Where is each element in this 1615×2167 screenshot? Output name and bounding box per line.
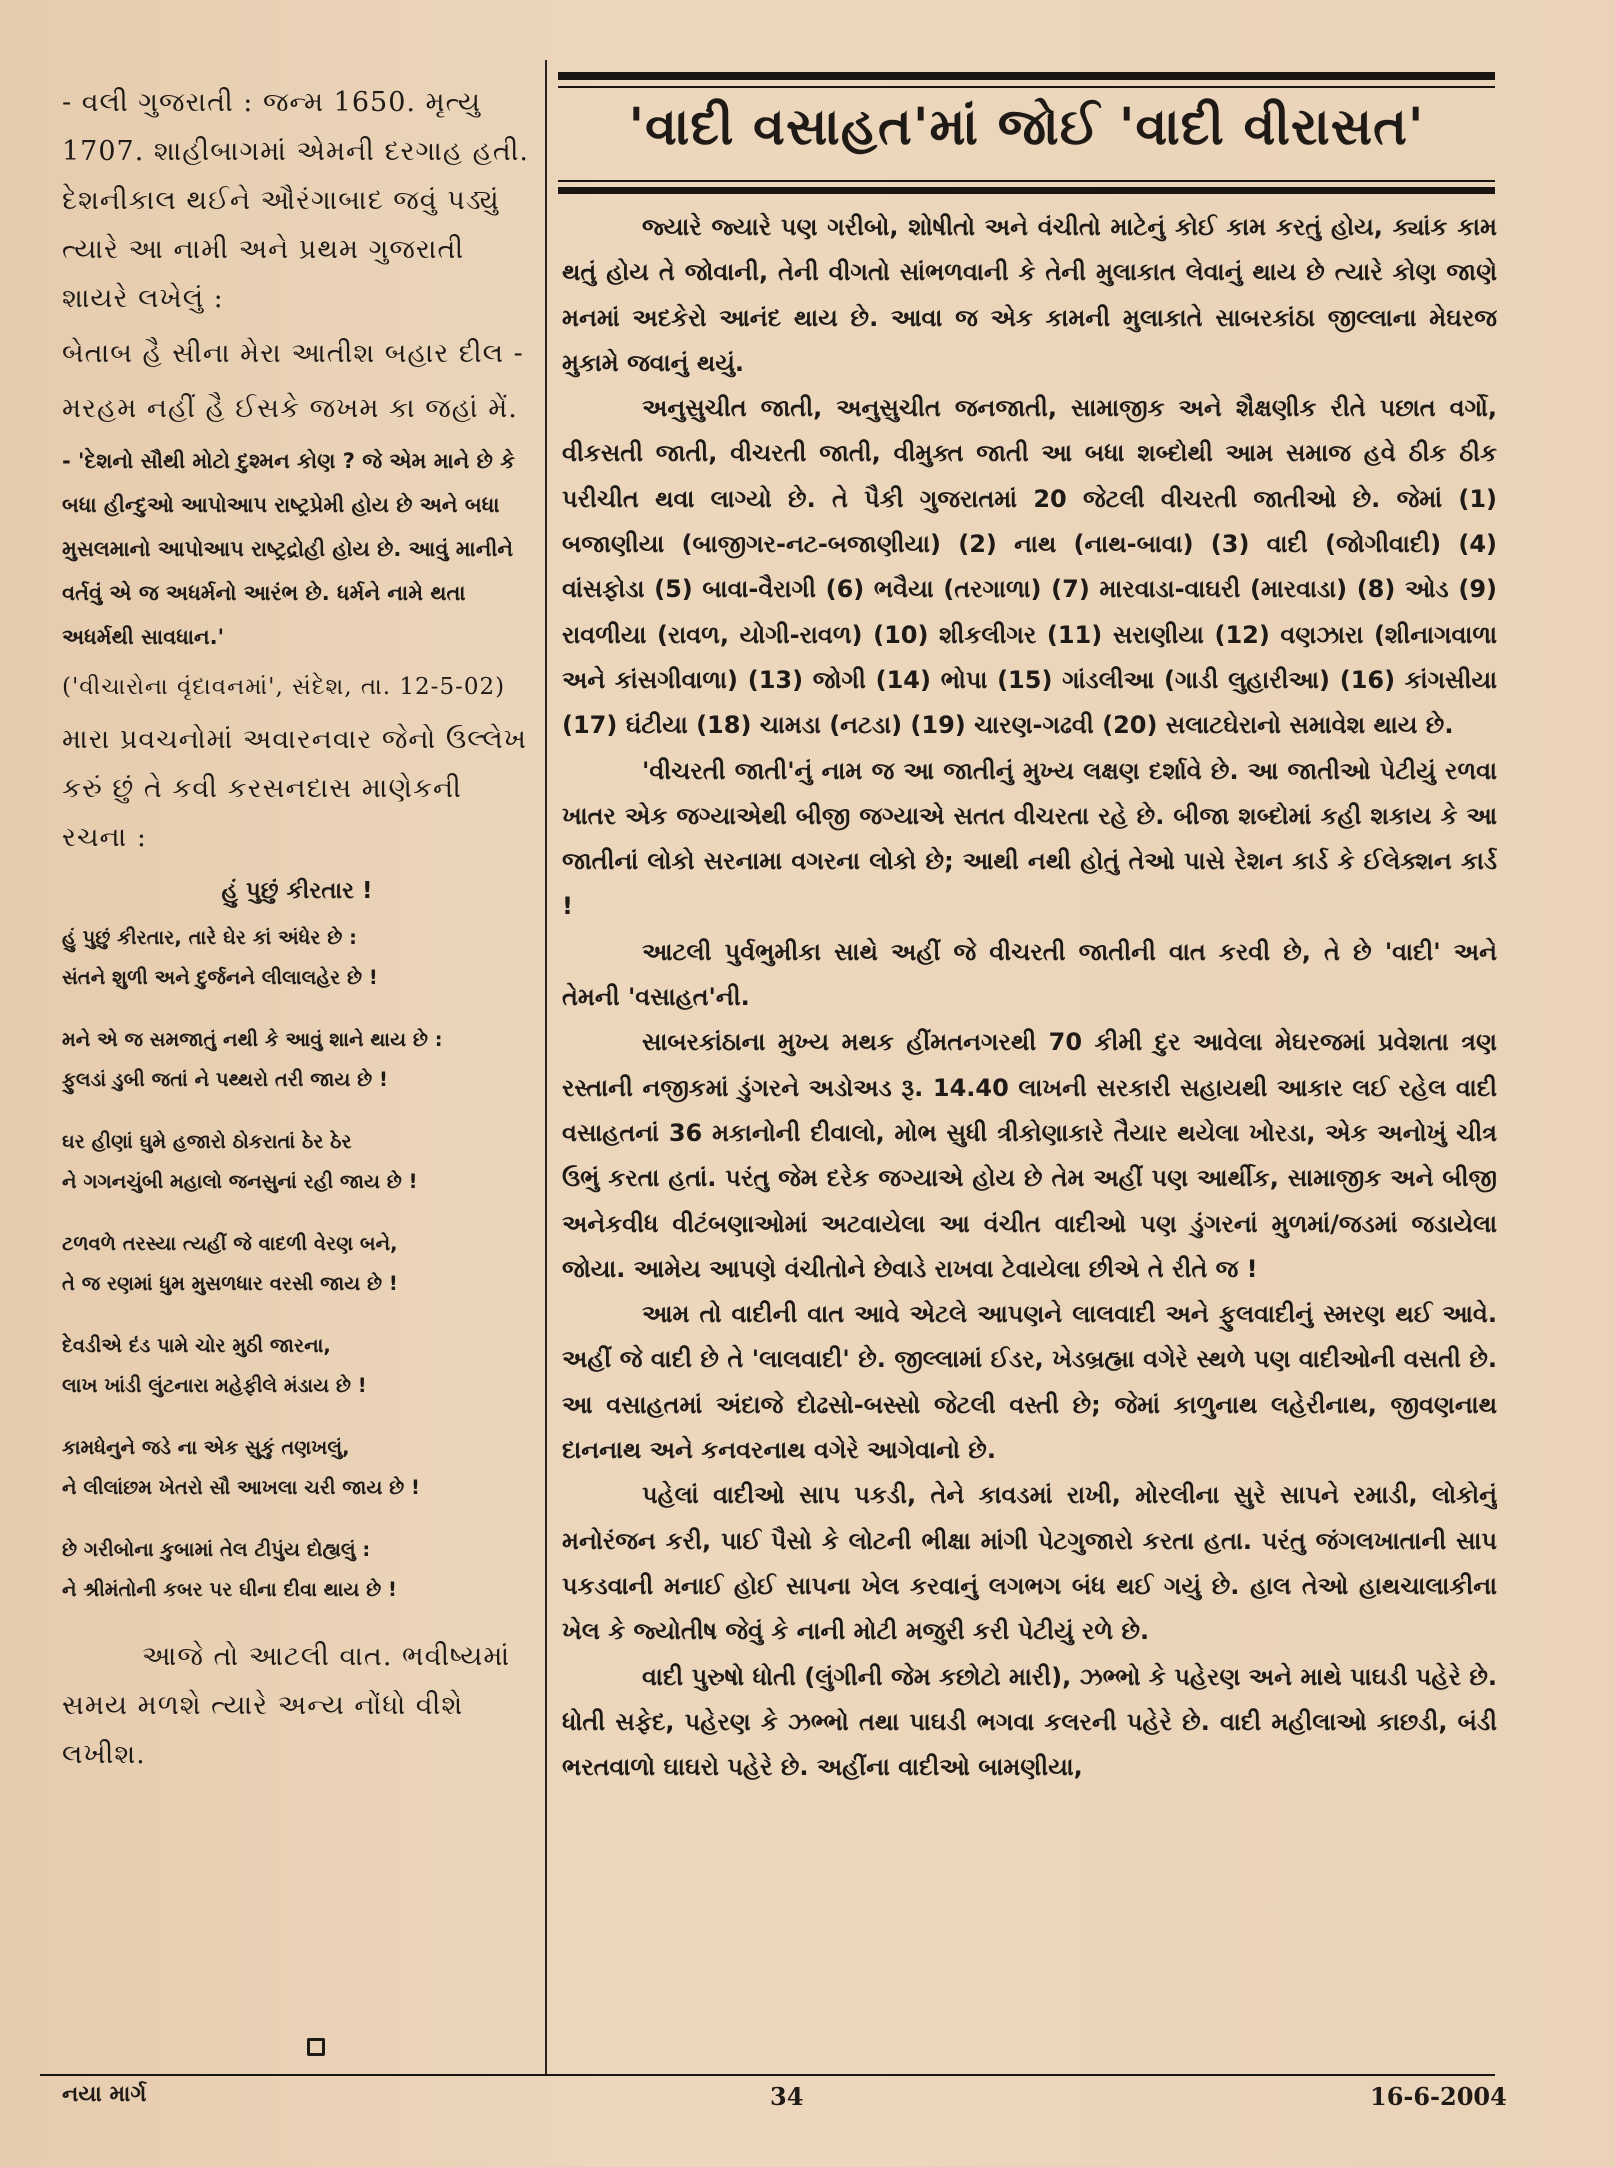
article-paragraph: આટલી પુર્વભુમીકા સાથે અહીં જે વીચરતી જાતીની વાત કરવી છે, તે છે 'વાદી' અને તેમની 'વસાહત'ની. (562, 937, 1497, 1012)
footer-rule (40, 2074, 1495, 2076)
article-paragraph: વાદી પુરુષો ધોતી (લુંગીની જેમ કછોટો મારી), ઝભ્ભો કે પહેરણ અને માથે પાઘડી પહેરે છે. ધોતી સફેદ, પહેરણ કે ઝભ્ભો તથા પાઘડી ભગવા કલરની પહેરે છે. વાદી મહીલાઓ કાછડી, બંડી ભરતવાળો ઘાઘરો પહેરે છે. અહીંના વાદીઓ બામણીયા, (562, 1662, 1497, 1782)
article-headline: 'વાદી વસાહત'માં જોઈ 'વાદી વીરાસત' (628, 98, 1425, 157)
article-body (562, 205, 1497, 2075)
stanza-line: લાખ ખાંડી લુંટનારા મહેફીલે મંડાય છે ! (62, 1374, 367, 1397)
poem-stanza (62, 1428, 532, 1508)
stanza-line: મને એ જ સમજાતું નથી કે આવું શાને થાય છે : (62, 1028, 443, 1051)
page-number: 34 (770, 2082, 804, 2111)
stanza-line: ટળવળે તરસ્યા ત્યહીં જે વાદળી વેરણ બને, (62, 1232, 398, 1255)
stanza-line: છે ગરીબોના કુબામાં તેલ ટીપુંય દોહ્યલું : (62, 1538, 371, 1561)
article-paragraph: જ્યારે જ્યારે પણ ગરીબો, શોષીતો અને વંચીતો માટેનું કોઈ કામ કરતું હોય, ક્યાંક કામ થતું હોય તે જોવાની, તેની વીગતો સાંભળવાની કે તેની મુલાકાત લેવાનું થાય છે ત્યારે કોણ જાણે મનમાં અદકેરો આનંદ થાય છે. આવા જ એક કામની મુલાકાતે સાબરકાંઠા જીલ્લાના મેઘરજ મુકામે જવાનું થયું. (562, 213, 1497, 377)
poem-stanza (62, 1122, 532, 1202)
stanza-line: તે જ રણમાં ધુમ મુસળધાર વરસી જાય છે ! (62, 1272, 398, 1295)
closing-paragraph: આજે તો આટલી વાત. ભવીષ્યમાં સમય મળશે ત્યારે અન્ય નોંધો વીશે લખીશ. (62, 1641, 511, 1770)
couplet-line-2: મરહમ નહીં હૈ ઈસકે જખમ કા જહાં મેં. (62, 393, 518, 424)
poem-stanza (62, 1326, 532, 1406)
issue-date: 16-6-2004 (1370, 2082, 1507, 2111)
headline-rule-bottom (558, 187, 1495, 194)
couplet-line-1: બેતાબ હૈ સીના મેરા આતીશ બહાર દીલ - (62, 338, 524, 369)
article-paragraph: પહેલાં વાદીઓ સાપ પકડી, તેને કાવડમાં રાખી, મોરલીના સુરે સાપને રમાડી, લોકોનું મનોરંજન કરી, પાઈ પૈસો કે લોટની ભીક્ષા માંગી પેટગુજારો કરતા હતા. પરંતુ જંગલખાતાની સાપ પકડવાની મનાઈ હોઈ સાપના ખેલ કરવાનું લગભગ બંધ થઈ ગયું છે. હાલ તેઓ હાથચાલાકીના ખેલ કે જ્યોતીષ જેવું કે નાની મોટી મજુરી કરી પેટીયું રળે છે. (562, 1481, 1497, 1646)
stanza-line: ને શ્રીમંતોની કબર પર ઘીના દીવા થાય છે ! (62, 1578, 397, 1601)
poem-intro: મારા પ્રવચનોમાં અવારનવાર જેનો ઉલ્લેખ કરું છું તે કવી કરસનદાસ માણેકની રચના : (62, 724, 527, 853)
stanza-line: હું પુછું કીરતાર, તારે ઘેર કાં અંધેર છે : (62, 926, 357, 949)
stanza-line: સંતને શુળી અને દુર્જનને લીલાલહેર છે ! (62, 966, 378, 989)
left-column (62, 78, 532, 2038)
poem-stanza (62, 1020, 532, 1100)
vali-gujarati-intro: - વલી ગુજરાતી : જન્મ 1650. મૃત્યુ 1707. શાહીબાગમાં એમની દરગાહ હતી. દેશનીકાલ થઈને ઔરંગાબાદ જવું પડ્યું ત્યારે આ નામી અને પ્રથમ ગુજરાતી શાયરે લખેલું : (62, 87, 530, 314)
poem-stanza (62, 1530, 532, 1610)
article-paragraph: અનુસુચીત જાતી, અનુસુચીત જનજાતી, સામાજીક અને શૈક્ષણીક રીતે પછાત વર્ગો, વીકસતી જાતી, વીચરતી જાતી, વીમુક્ત જાતી આ બધા શબ્દોથી આમ સમાજ હવે ઠીક ઠીક પરીચીત થવા લાગ્યો છે. તે પૈકી ગુજરાતમાં 20 જેટલી વીચરતી જાતીઓ છે. જેમાં (1) બજાણીયા (બાજીગર-નટ-બજાણીયા) (2) નાથ (નાથ-બાવા) (3) વાદી (જોગીવાદી) (4) વાંસફોડા (5) બાવા-વૈરાગી (6) ભવૈયા (તરગાળા) (7) મારવાડા-વાઘરી (મારવાડા) (8) ઓડ (9) રાવળીયા (રાવળ, યોગી-રાવળ) (10) શીકલીગર (11) સરાણીયા (12) વણઝારા (શીનાગવાળા અને કાંસગીવાળા) (13) જોગી (14) ભોપા (15) ગાંડલીઆ (ગાડી લુહારીઆ) (16) કાંગસીયા (17) ઘંટીયા (18) ચામડા (નટડા) (19) ચારણ-ગઢવી (20) સલાટઘેરાનો સમાવેશ થાય છે. (562, 394, 1497, 740)
stanza-line: ઘર હીણાં ઘુમે હજારો ઠોકરાતાં ઠેર ઠેર (62, 1130, 352, 1153)
article-paragraph: 'વીચરતી જાતી'નું નામ જ આ જાતીનું મુખ્ય લક્ષણ દર્શાવે છે. આ જાતીઓ પેટીયું રળવા ખાતર એક જગ્યાએથી બીજી જગ્યાએ સતત વીચરતા રહે છે. બીજા શબ્દોમાં કહી શકાય કે આ જાતીનાં લોકો સરનામા વગરના લોકો છે; આથી નથી હોતું તેઓ પાસે રેશન કાર્ડ કે ઈલેક્શન કાર્ડ ! (562, 756, 1497, 921)
end-of-section-icon (307, 2038, 325, 2056)
stanza-line: ફુલડાં ડુબી જતાં ને પથ્થરો તરી જાય છે ! (62, 1068, 388, 1091)
article-paragraph: સાબરકાંઠાના મુખ્ય મથક હીંમતનગરથી 70 કીમી દુર આવેલા મેઘરજમાં પ્રવેશતા ત્રણ રસ્તાની નજીકમાં ડુંગરને અડોઅડ રૂ. 14.40 લાખની સરકારી સહાયથી આકાર લઈ રહેલ વાદી વસાહતનાં 36 મકાનોની દીવાલો, મોભ સુધી ત્રીકોણાકારે તૈયાર થયેલા ખોરડા, એક અનોખું ચીત્ર ઉભું કરતા હતાં. પરંતુ જેમ દરેક જગ્યાએ હોય છે તેમ અહીં પણ આર્થીક, સામાજીક અને બીજી અનેકવીધ વીટંબણાઓમાં અટવાયેલા આ વંચીત વાદીઓ પણ ડુંગરનાં મુળમાં/જડમાં જડાયેલા જોયા. આમેય આપણે વંચીતોને છેવાડે રાખવા ટેવાયેલા છીએ તે રીતે જ ! (562, 1028, 1497, 1283)
stanza-line: કામધેનુને જડે ના એક સુકું તણખલું, (62, 1436, 350, 1459)
poem-title: હું પુછું કીરતાર ! (221, 878, 373, 904)
headline-rule-bottom-thin (558, 180, 1495, 182)
headline-rule-top-thin (558, 86, 1495, 88)
poem-stanza (62, 918, 532, 998)
headline-rule-top (558, 72, 1495, 80)
quote-paragraph: - 'દેશનો સૌથી મોટો દુશ્મન કોણ ? જે એમ માને છે કે બધા હીન્દુઓ આપોઆપ રાષ્ટ્રપ્રેમી હોય છે અને બધા મુસલમાનો આપોઆપ રાષ્ટ્રદ્રોહી હોય છે. આવું માનીને વર્તવું એ જ અધર્મનો આરંભ છે. ધર્મને નામે થતા અધર્મથી સાવધાન.' (62, 449, 515, 649)
stanza-line: ને લીલાંછમ ખેતરો સૌ આખલા ચરી જાય છે ! (62, 1476, 420, 1499)
poem-stanza (62, 1224, 532, 1304)
article-paragraph: આમ તો વાદીની વાત આવે એટલે આપણને લાલવાદી અને ફુલવાદીનું સ્મરણ થઈ આવે. અહીં જે વાદી છે તે 'લાલવાદી' છે. જીલ્લામાં ઈડર, ખેડબ્રહ્મા વગેરે સ્થળે પણ વાદીઓની વસતી છે. આ વસાહતમાં અંદાજે દોઢસો-બસ્સો જેટલી વસ્તી છે; જેમાં કાળુનાથ લહેરીનાથ, જીવણનાથ દાનનાથ અને કનવરનાથ વગેરે આગેવાનો છે. (562, 1300, 1497, 1465)
publication-name: નયા માર્ગ (62, 2082, 147, 2107)
stanza-line: દેવડીએ દંડ પામે ચોર મુઠી જારના, (62, 1334, 331, 1357)
stanza-line: ને ગગનચુંબી મહાલો જનસુનાં રહી જાય છે ! (62, 1170, 418, 1193)
column-divider (545, 60, 547, 2075)
quote-citation: ('વીચારોના વૃંદાવનમાં', સંદેશ, તા. 12-5-02) (62, 674, 506, 700)
